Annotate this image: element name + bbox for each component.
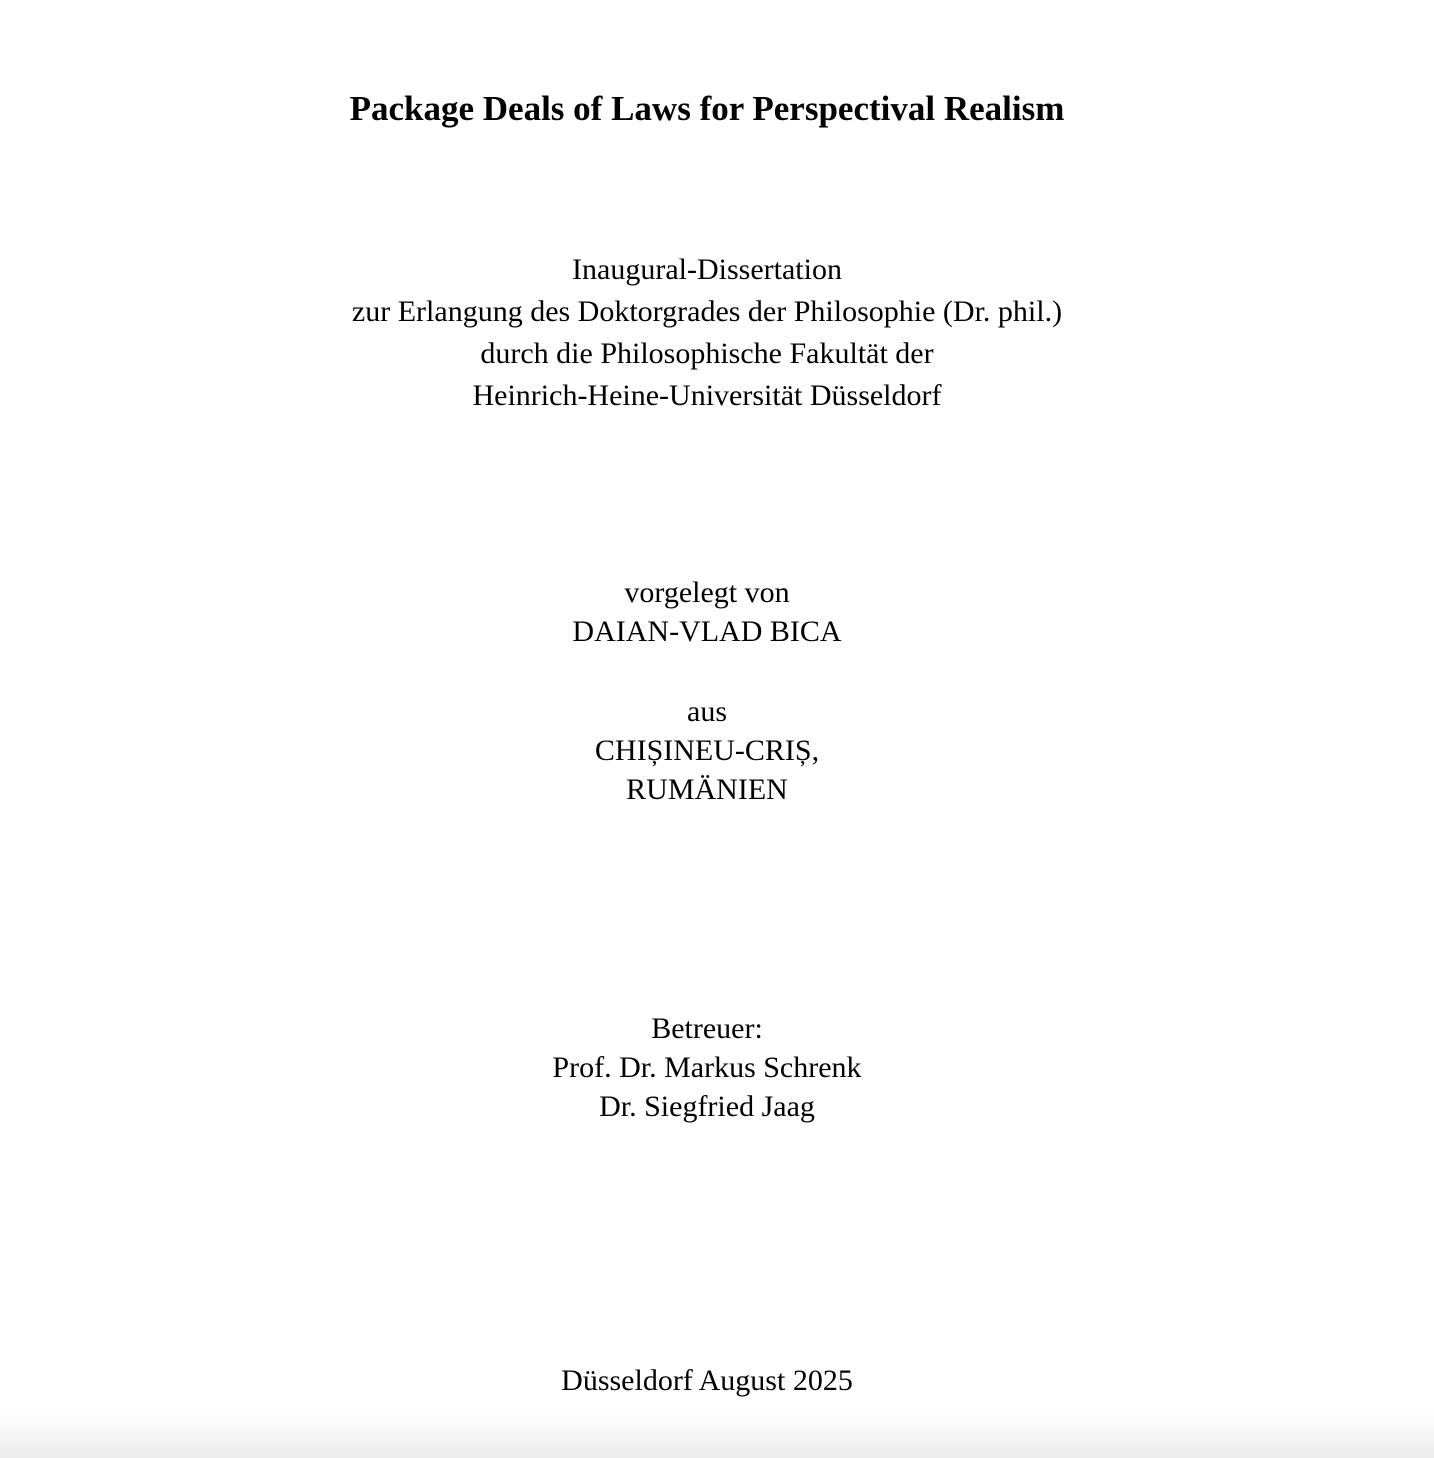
dissertation-title: Package Deals of Laws for Perspectival Realism (349, 89, 1065, 128)
supervisor-secondary: Dr. Siegfried Jaag (599, 1090, 815, 1123)
author-name: DAIAN-VLAD BICA (572, 615, 842, 648)
place-and-date: Düsseldorf August 2025 (561, 1364, 853, 1397)
supervisors-label: Betreuer: (651, 1012, 763, 1045)
dissertation-type: Inaugural-Dissertation (572, 253, 842, 286)
supervisor-primary: Prof. Dr. Markus Schrenk (552, 1051, 862, 1084)
page-bottom-shadow (0, 1412, 1434, 1458)
author-city: CHIȘINEU-CRIȘ, (594, 734, 820, 767)
author-country: RUMÄNIEN (626, 773, 788, 806)
degree-line: zur Erlangung des Doktorgrades der Philosophie (Dr. phil.) (351, 295, 1063, 328)
faculty-line: durch die Philosophische Fakultät der (480, 337, 934, 370)
from-label: aus (687, 695, 727, 728)
university-line: Heinrich-Heine-Universität Düsseldorf (472, 379, 942, 412)
presented-by-label: vorgelegt von (624, 576, 790, 609)
